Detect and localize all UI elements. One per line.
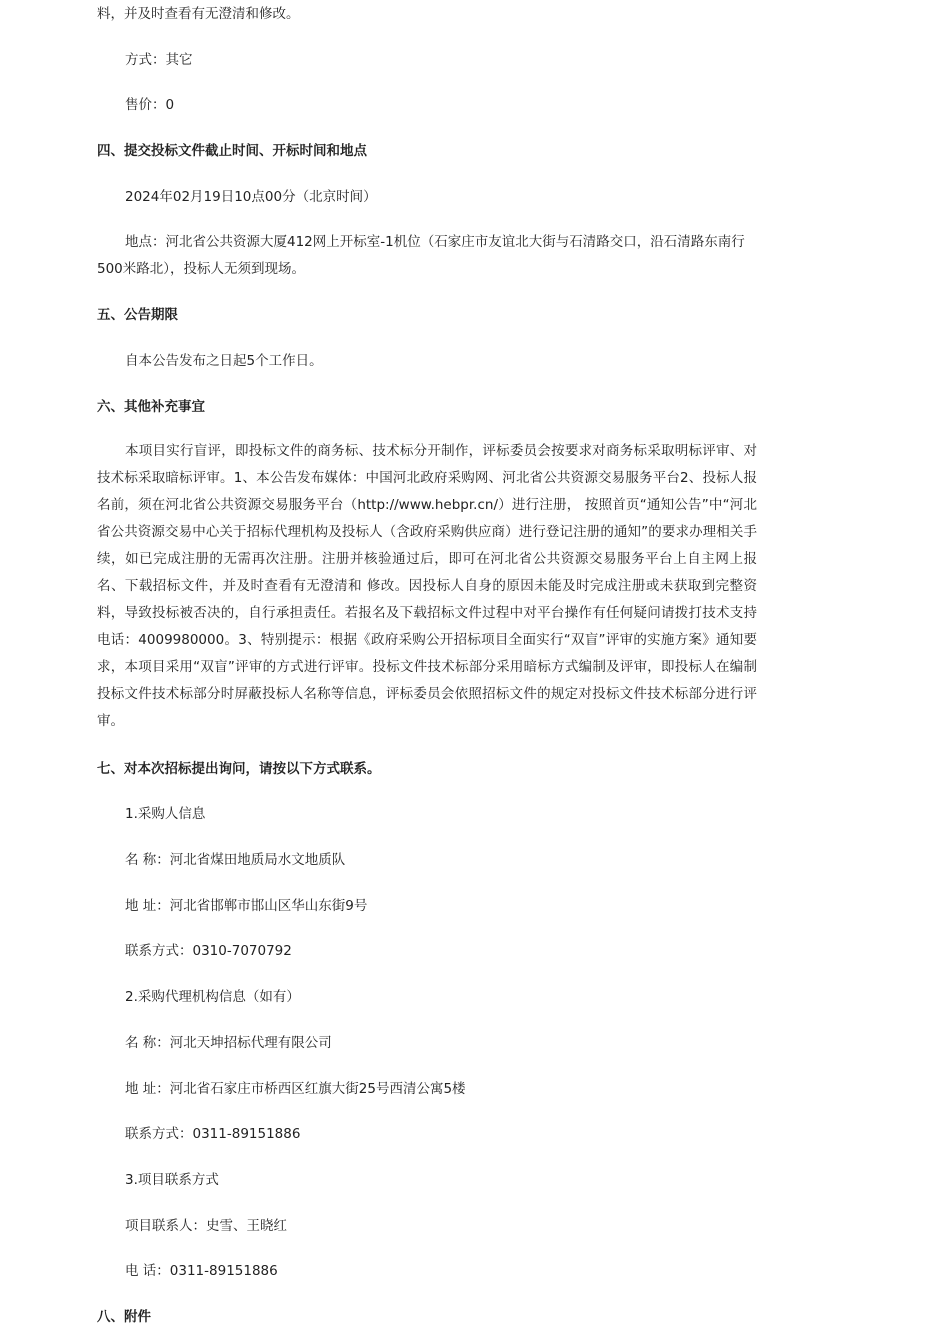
section-heading-4: 四、提交投标文件截止时间、开标时间和地点: [97, 143, 367, 159]
purchaser-contact: 联系方式：0310-7070792: [125, 943, 292, 959]
purchaser-title: 1.采购人信息: [125, 806, 206, 822]
agency-contact: 联系方式：0311-89151886: [125, 1126, 301, 1142]
opening-location-line2: 500米路北），投标人无须到现场。: [97, 261, 306, 277]
opening-location-line1: 地点：河北省公共资源大厦412网上开标室-1机位（石家庄市友谊北大街与石清路交口，沿石清路东南行: [125, 234, 745, 250]
announcement-period: 自本公告发布之日起5个工作日。: [125, 353, 323, 369]
purchaser-address: 地 址：河北省邯郸市邯山区华山东街9号: [125, 898, 368, 914]
section-heading-8: 八、附件: [97, 1309, 151, 1325]
purchase-method: 方式：其它: [125, 52, 193, 68]
section-heading-6: 六、其他补充事宜: [97, 399, 205, 415]
text-line: 料，并及时查看有无澄清和修改。: [97, 6, 300, 22]
project-contact-title: 3.项目联系方式: [125, 1172, 219, 1188]
sale-price: 售价：0: [125, 97, 175, 113]
deadline-time: 2024年02月19日10点00分（北京时间）: [125, 189, 377, 205]
section-heading-5: 五、公告期限: [97, 307, 178, 323]
project-contact-people: 项目联系人：史雪、王晓红: [125, 1218, 287, 1234]
section-heading-7: 七、对本次招标提出询问，请按以下方式联系。: [97, 761, 381, 777]
purchaser-name: 名 称：河北省煤田地质局水文地质队: [125, 852, 346, 868]
project-contact-phone: 电 话：0311-89151886: [125, 1263, 278, 1279]
agency-name: 名 称：河北天坤招标代理有限公司: [125, 1035, 332, 1051]
supplementary-paragraph: 本项目实行盲评，即投标文件的商务标、技术标分开制作，评标委员会按要求对商务标采取明标评审、对技术标采取暗标评审。1、本公告发布媒体：中国河北政府采购网、河北省公共资源交易服务平台2、投标人报名前，须在河北省公共资源交易服务平台（http://www.hebpr.cn/）进行注册， 按照首页“通知公告”中“河北省公共资源交易中心关于招标代理机构及投标人（含政府采购供应商）进行登记注册的通知”的要求办理相关手续，如已完成注册的无需再次注册。注册并核验通过后，即可在河北省公共资源交易服务平台上自主网上报名、下载招标文件，并及时查看有无澄清和 修改。因投标人自身的原因未能及时完成注册或未获取到完整资料，导致投标被否决的，自行承担责任。若报名及下载招标文件过程中对平台操作有任何疑问请拨打技术支持电话：4009980000。3、特别提示：根据《政府采购公开招标项目全面实行“双盲”评审的实施方案》通知要求，本项目采用“双盲”评审的方式进行评审。投标文件技术标部分采用暗标方式编制及评审，即投标人在编制投标文件技术标部分时屏蔽投标人名称等信息，评标委员会依照招标文件的规定对投标文件技术标部分进行评审。: [97, 443, 757, 729]
agency-address: 地 址：河北省石家庄市桥西区红旗大街25号西清公寓5楼: [125, 1081, 466, 1097]
agency-title: 2.采购代理机构信息（如有）: [125, 989, 300, 1005]
